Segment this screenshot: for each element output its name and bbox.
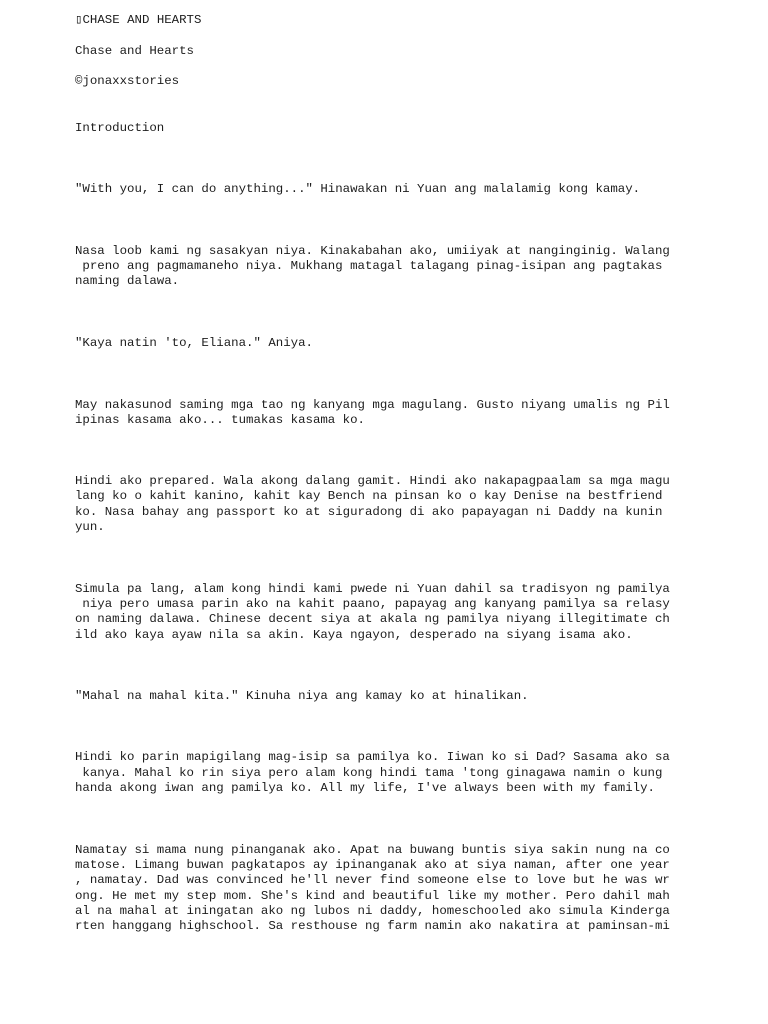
paragraph-line: niya pero umasa parin ako na kahit paano, papayag ang kanyang pamilya sa relasy xyxy=(75,597,670,611)
paragraph-line: ild ako kaya ayaw nila sa akin. Kaya ngayon, desperado na siyang isama ako. xyxy=(75,628,633,642)
paragraph-line: "With you, I can do anything..." Hinawakan ni Yuan ang malalamig kong kamay. xyxy=(75,182,641,196)
paragraph-line: ko. Nasa bahay ang passport ko at siguradong di ako papayagan ni Daddy na kunin xyxy=(75,505,663,519)
paragraph-line: May nakasunod saming mga tao ng kanyang mga magulang. Gusto niyang umalis ng Pil xyxy=(75,398,670,412)
paragraph-line: "Mahal na mahal kita." Kinuha niya ang kamay ko at hinalikan. xyxy=(75,689,529,703)
paragraph-line: "Kaya natin 'to, Eliana." Aniya. xyxy=(75,336,313,350)
paragraph-line: yun. xyxy=(75,520,105,534)
paragraph-line: ong. He met my step mom. She's kind and beautiful like my mother. Pero dahil mah xyxy=(75,889,670,903)
paragraph-line: naming dalawa. xyxy=(75,274,180,288)
section-heading: Introduction xyxy=(75,121,165,135)
paragraph-line: handa akong iwan ang pamilya ko. All my life, I've always been with my family. xyxy=(75,781,655,795)
paragraph-line: kanya. Mahal ko rin siya pero alam kong hindi tama 'tong ginagawa namin o kung xyxy=(75,766,663,780)
paragraph-line: preno ang pagmamaneho niya. Mukhang matagal talagang pinag-isipan ang pagtakas xyxy=(75,259,663,273)
paragraph-line: ipinas kasama ako... tumakas kasama ko. xyxy=(75,413,365,427)
paragraph-line: on naming dalawa. Chinese decent siya at akala ng pamilya niyang illegitimate ch xyxy=(75,612,670,626)
paragraph-line: Simula pa lang, alam kong hindi kami pwede ni Yuan dahil sa tradisyon ng pamilya xyxy=(75,582,670,596)
paragraph-line: Namatay si mama nung pinanganak ako. Apat na buwang buntis siya sakin nung na co xyxy=(75,843,670,857)
paragraph-line: lang ko o kahit kanino, kahit kay Bench na pinsan ko o kay Denise na bestfriend xyxy=(75,489,663,503)
paragraph-line: Hindi ako prepared. Wala akong dalang gamit. Hindi ako nakapagpaalam sa mga magu xyxy=(75,474,670,488)
book-title: Chase and Hearts xyxy=(75,44,194,58)
header-title: ▯CHASE AND HEARTS xyxy=(75,13,202,27)
author-credit: ©jonaxxstories xyxy=(75,74,180,88)
paragraph-line: Hindi ko parin mapigilang mag-isip sa pamilya ko. Iiwan ko si Dad? Sasama ako sa xyxy=(75,750,670,764)
paragraph-line: rten hanggang highschool. Sa resthouse ng farm namin ako nakatira at paminsan-mi xyxy=(75,919,670,933)
paragraph-line: Nasa loob kami ng sasakyan niya. Kinakabahan ako, umiiyak at nanginginig. Walang xyxy=(75,244,670,258)
paragraph-line: al na mahal at iningatan ako ng lubos ni daddy, homeschooled ako simula Kinderga xyxy=(75,904,670,918)
paragraph-line: , namatay. Dad was convinced he'll never find someone else to love but he was wr xyxy=(75,873,670,887)
paragraph-line: matose. Limang buwan pagkatapos ay ipinanganak ako at siya naman, after one year xyxy=(75,858,670,872)
